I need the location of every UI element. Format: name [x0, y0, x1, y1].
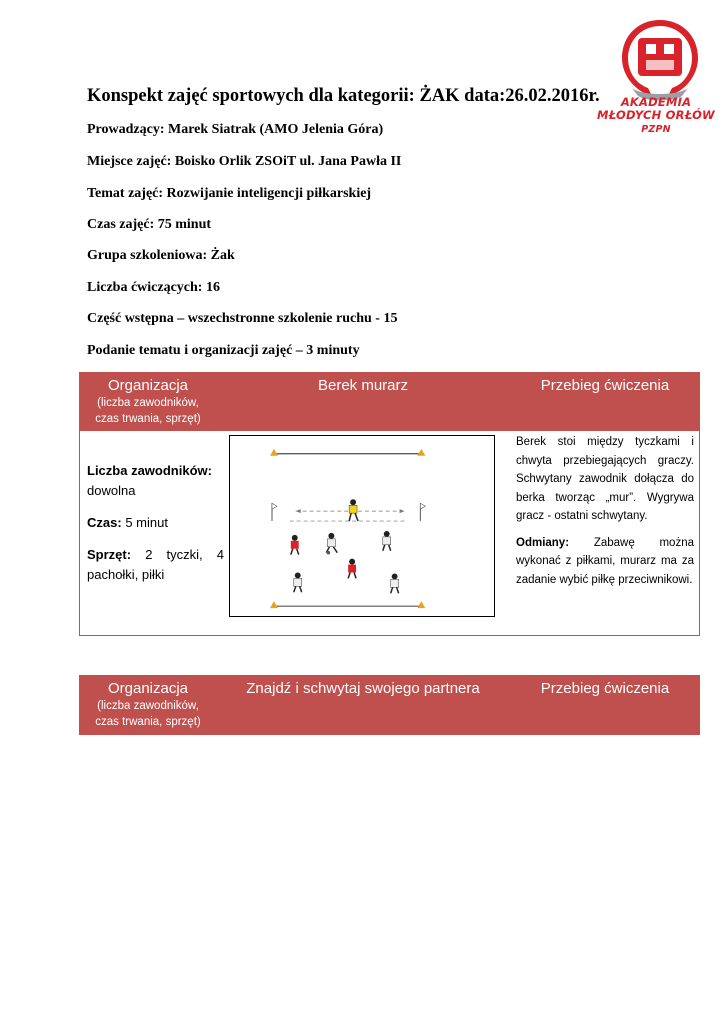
logo-line-2: MŁODYCH ORŁÓW	[597, 108, 715, 122]
white-player-icon	[391, 573, 399, 593]
header-organization-sub2: czas trwania, sprzęt)	[95, 413, 201, 425]
description-text: Berek stoi między tyczkami i chwyta przebiegających graczy. Schwytany zawodnik dołącza do berka tworząc „mur”. Wygrywa gracz - ostatni schwytany.	[516, 436, 694, 522]
header-organization-label: Organizacja	[107, 680, 189, 697]
header-exercise-name: Znajdź i schwytaj swojego partnera	[246, 680, 480, 697]
flag-icon	[420, 503, 425, 509]
flag-icon	[272, 503, 277, 509]
exercise-description	[516, 433, 694, 597]
variants-text: Zabawę można wykonać z piłkami, murarz ma za zadanie wybić piłkę przeciwnikowi.	[516, 536, 694, 586]
header-organization-sub2: czas trwania, sprzęt)	[95, 716, 201, 728]
cone-icon	[417, 449, 425, 456]
document-title: Konspekt zajęć sportowych dla kategorii: ŻAK data:26.02.2016r.	[87, 86, 600, 106]
logo-line-3: PZPN	[641, 124, 671, 135]
players-label: Liczba zawodników:	[87, 463, 212, 478]
exercise-table-find-partner	[79, 675, 700, 735]
header-organization-label: Organizacja	[107, 377, 189, 394]
header-organization	[80, 377, 216, 427]
cone-icon	[270, 601, 278, 608]
info-intro-part: Część wstępna – wszechstronne szkolenie ruchu - 15	[87, 311, 398, 326]
header-organization	[80, 680, 216, 730]
variants-info	[516, 534, 694, 590]
cone-icon	[270, 449, 278, 456]
equipment-info	[87, 545, 224, 585]
cone-icon	[417, 601, 425, 608]
red-player-icon	[348, 559, 356, 579]
equipment-value: 2 tyczki, 4 pachołki, piłki	[87, 547, 224, 582]
exercise-table-berek-murarz	[79, 372, 700, 636]
header-exercise-name: Berek murarz	[317, 377, 409, 394]
organization-cell	[87, 461, 224, 597]
header-course: Przebieg ćwiczenia	[540, 680, 670, 697]
variants-label: Odmiany:	[516, 536, 570, 549]
table-header	[80, 676, 699, 734]
info-instructor: Prowadzący: Marek Siatrak (AMO Jelenia Góra)	[87, 122, 384, 137]
logo-line-1: AKADEMIA	[620, 95, 692, 109]
header-organization-sub1: (liczba zawodników,	[97, 397, 199, 409]
info-duration: Czas zajęć: 75 minut	[87, 217, 212, 232]
equipment-label: Sprzęt:	[87, 547, 132, 562]
table-body	[80, 431, 699, 635]
info-group: Grupa szkoleniowa: Żak	[87, 248, 235, 263]
info-topic: Temat zajęć: Rozwijanie inteligencji piłkarskiej	[87, 186, 372, 201]
time-info	[87, 513, 224, 533]
pitch-diagram	[229, 435, 495, 617]
white-player-icon	[294, 572, 302, 592]
header-organization-sub1: (liczba zawodników,	[97, 700, 199, 712]
white-player-icon	[383, 531, 391, 551]
red-player-icon	[291, 535, 299, 555]
tagger-player-icon	[349, 499, 358, 521]
time-value: 5 minut	[125, 515, 168, 530]
logo-emblem-icon	[622, 20, 698, 101]
header-course: Przebieg ćwiczenia	[540, 377, 670, 394]
ball-icon	[327, 551, 331, 555]
info-location: Miejsce zajęć: Boisko Orlik ZSOiT ul. Jana Pawła II	[87, 154, 402, 169]
info-topic-presentation: Podanie tematu i organizacji zajęć – 3 minuty	[87, 343, 360, 358]
info-participants: Liczba ćwiczących: 16	[87, 280, 220, 295]
players-info	[87, 461, 224, 501]
logo-text	[594, 96, 718, 138]
table-header	[80, 373, 699, 431]
white-player-icon	[326, 533, 337, 553]
players-value: dowolna	[87, 483, 136, 498]
time-label: Czas:	[87, 515, 122, 530]
